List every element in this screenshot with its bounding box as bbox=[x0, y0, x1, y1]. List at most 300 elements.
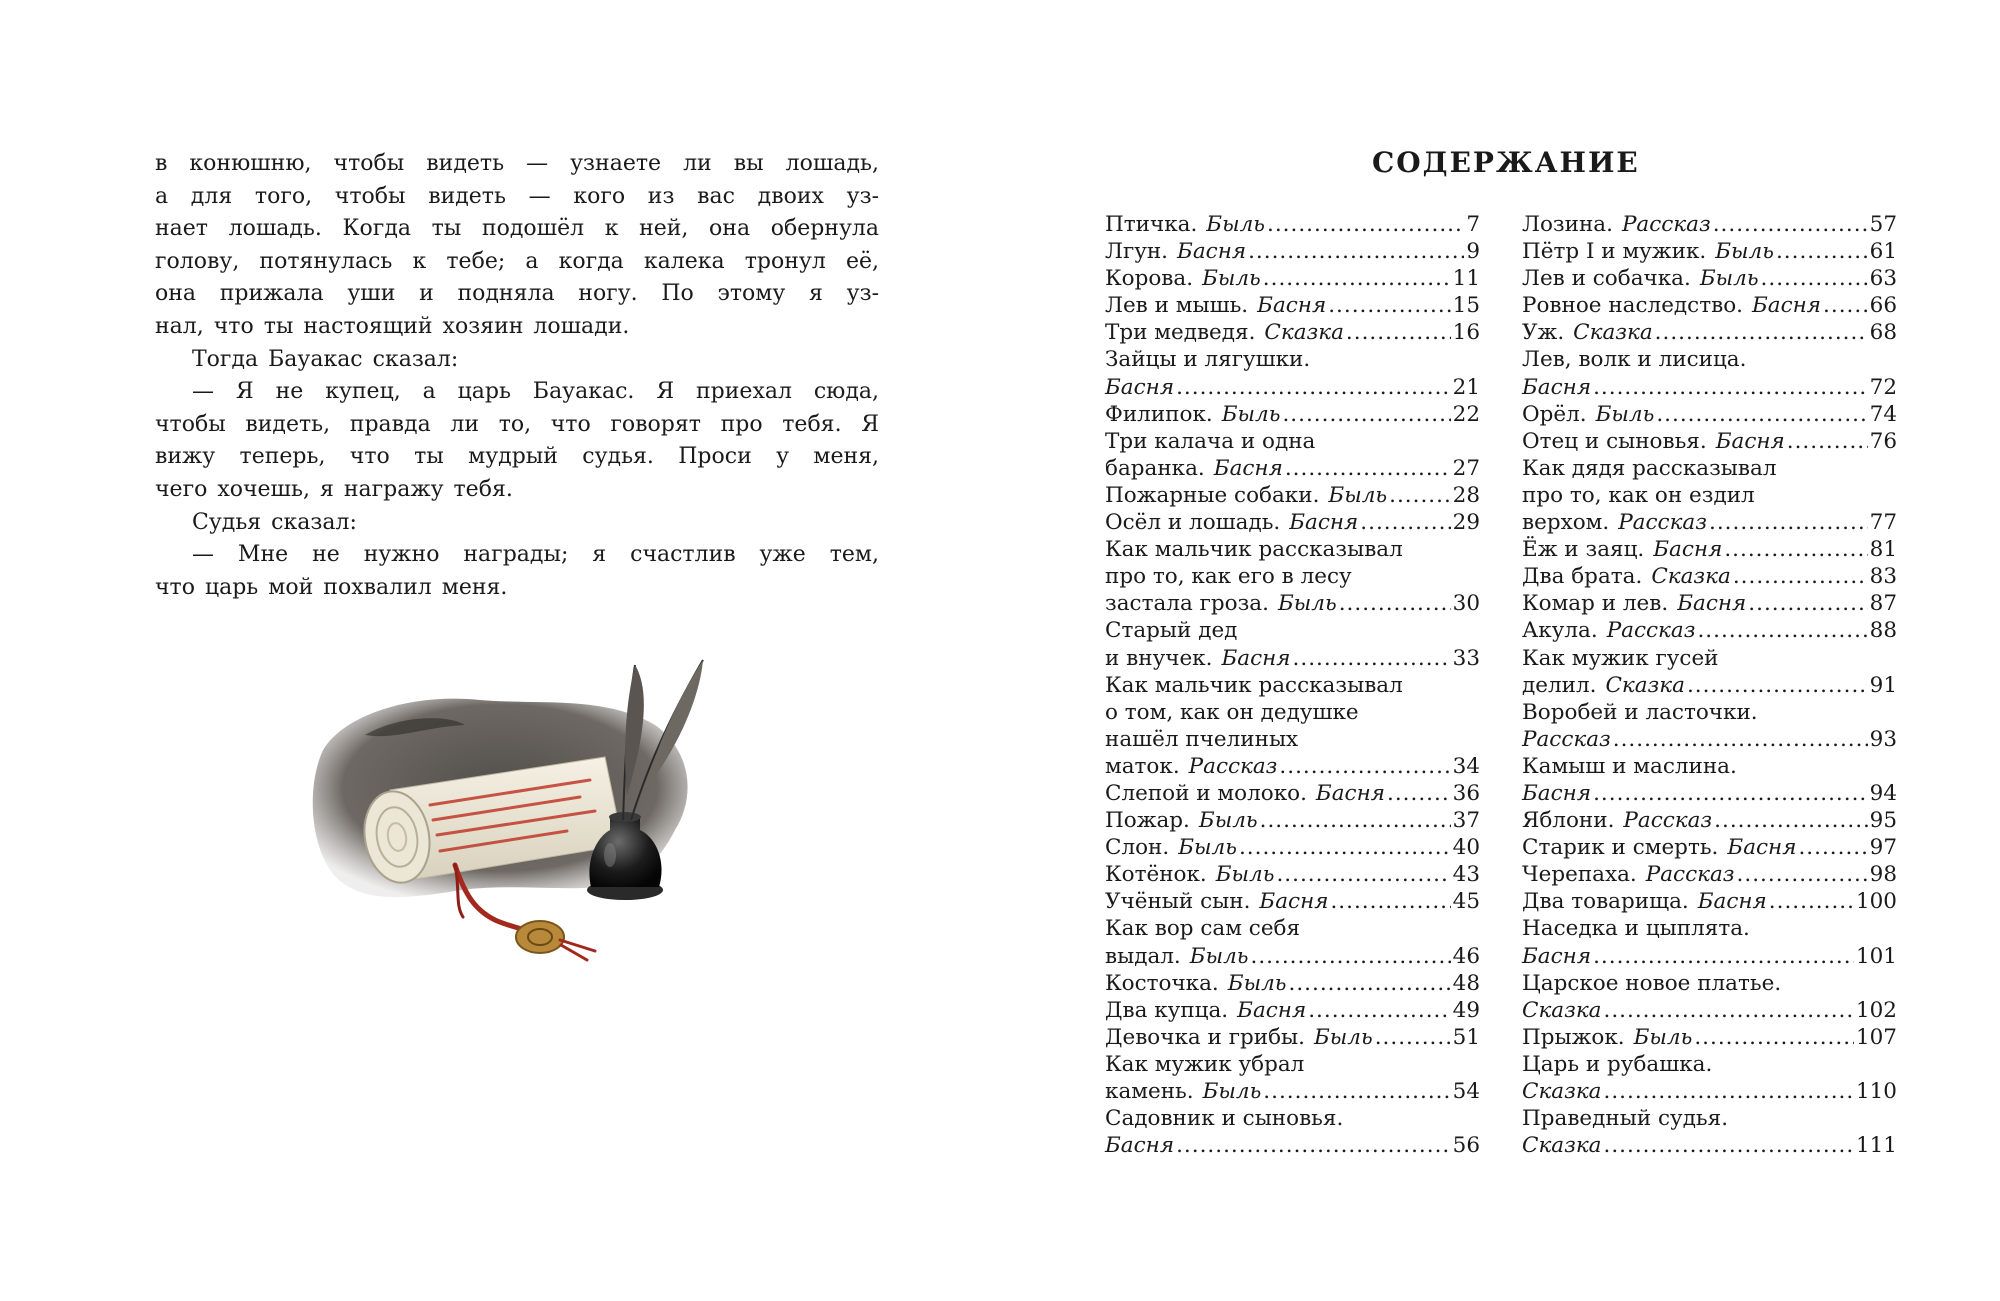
toc-entry-main-line bbox=[1522, 834, 1897, 861]
toc-entry-genre: Сказка bbox=[1573, 320, 1653, 346]
toc-entry-title-line: Наседка и цыплята. bbox=[1522, 916, 1750, 942]
toc-dot-leader bbox=[1748, 590, 1867, 617]
toc-entry-title-line: Зайцы и лягушки. bbox=[1105, 347, 1311, 373]
toc-entry-title: Пётр I и мужик. bbox=[1522, 239, 1707, 265]
toc-entry-page-number: 95 bbox=[1869, 808, 1897, 834]
right-page bbox=[1000, 0, 2000, 1301]
toc-entry-genre: Быль bbox=[1221, 401, 1281, 427]
toc-dot-leader bbox=[1263, 265, 1451, 292]
toc-entry-main-line bbox=[1522, 861, 1897, 888]
toc-dot-leader bbox=[1604, 1078, 1854, 1105]
toc-entry bbox=[1522, 645, 1897, 699]
toc-entry-page-number: 49 bbox=[1452, 997, 1480, 1023]
toc-entry bbox=[1522, 536, 1897, 563]
prose-line: Судья сказал: bbox=[192, 509, 357, 535]
toc-dot-leader bbox=[1761, 265, 1868, 292]
toc-entry bbox=[1105, 319, 1480, 346]
toc-entry-genre: Быль bbox=[1202, 266, 1261, 292]
toc-entry-page-number: 37 bbox=[1452, 808, 1480, 834]
toc-entry-main-line bbox=[1522, 943, 1897, 970]
toc-entry-title-line: Как дядя рассказывал bbox=[1522, 455, 1777, 481]
toc-dot-leader bbox=[1279, 753, 1450, 780]
toc-entry bbox=[1522, 699, 1897, 753]
toc-entry-page-number: 74 bbox=[1869, 401, 1897, 427]
toc-entry-main-line bbox=[1522, 617, 1897, 644]
toc-entry-main-line bbox=[1522, 319, 1897, 346]
toc-entry-title-line: нашёл пчелиных bbox=[1105, 726, 1299, 752]
toc-entry-main-line bbox=[1522, 536, 1897, 563]
toc-entry-genre: Быль bbox=[1313, 1024, 1373, 1050]
toc-entry-genre: Басня bbox=[1259, 889, 1329, 915]
toc-dot-leader bbox=[1713, 211, 1868, 238]
toc-entry-title: Комар и лев. bbox=[1522, 591, 1669, 617]
toc-entry-title: Три медведя. bbox=[1105, 320, 1256, 346]
toc-entry-main-line bbox=[1105, 265, 1480, 292]
toc-dot-leader bbox=[1260, 807, 1451, 834]
prose-line: она прижала уши и подняла ногу. По этому я уз- bbox=[155, 281, 879, 307]
toc-entry bbox=[1105, 1024, 1480, 1051]
toc-dot-leader bbox=[1293, 645, 1451, 672]
toc-entry-page-number: 48 bbox=[1452, 970, 1480, 996]
toc-entry bbox=[1105, 970, 1480, 997]
toc-entry-page-number: 98 bbox=[1869, 862, 1897, 888]
toc-dot-leader bbox=[1694, 1024, 1854, 1051]
toc-entry-page-number: 72 bbox=[1869, 374, 1897, 400]
toc-entry bbox=[1522, 970, 1897, 1024]
toc-entry-main-line bbox=[1105, 211, 1480, 238]
toc-entry-title: и внучек. bbox=[1105, 645, 1213, 671]
toc-entry-page-number: 7 bbox=[1466, 212, 1480, 237]
toc-entry-page-number: 91 bbox=[1869, 672, 1897, 698]
toc-entry-main-line bbox=[1105, 943, 1480, 970]
toc-dot-leader bbox=[1176, 374, 1451, 401]
toc-entry-main-line bbox=[1522, 888, 1897, 915]
toc-title: СОДЕРЖАНИЕ bbox=[1372, 146, 1640, 179]
toc-entry-genre: Сказка bbox=[1522, 1133, 1602, 1159]
toc-entry-page-number: 56 bbox=[1452, 1133, 1480, 1159]
toc-dot-leader bbox=[1798, 834, 1867, 861]
toc-entry bbox=[1105, 265, 1480, 292]
toc-entry-genre: Басня bbox=[1105, 374, 1175, 400]
toc-entry-main-line bbox=[1105, 997, 1480, 1024]
toc-dot-leader bbox=[1769, 888, 1854, 915]
toc-entry bbox=[1522, 428, 1897, 455]
toc-dot-leader bbox=[1733, 563, 1868, 590]
prose-line: в конюшню, чтобы видеть — узнаете ли вы лошадь, bbox=[155, 151, 879, 176]
toc-entry-genre: Басня bbox=[1237, 997, 1307, 1023]
prose-line: — Мне не нужно награды; я счастлив уже тем, bbox=[192, 542, 879, 568]
toc-entry-page-number: 9 bbox=[1466, 239, 1480, 265]
toc-entry-title-line: Садовник и сыновья. bbox=[1105, 1106, 1344, 1132]
toc-entry bbox=[1105, 1105, 1480, 1159]
toc-entry-title-line: про то, как его в лесу bbox=[1105, 564, 1352, 590]
toc-entry-genre: Сказка bbox=[1605, 672, 1685, 698]
toc-entry-main-line bbox=[1522, 509, 1897, 536]
toc-entry-page-number: 100 bbox=[1855, 889, 1897, 915]
toc-entry-title: Слон. bbox=[1105, 835, 1170, 861]
toc-entry-genre: Рассказ bbox=[1188, 753, 1278, 779]
toc-entry bbox=[1105, 401, 1480, 428]
toc-entry bbox=[1522, 915, 1897, 969]
toc-entry bbox=[1105, 238, 1480, 265]
toc-entry-genre: Быль bbox=[1595, 401, 1655, 427]
toc-entry bbox=[1522, 563, 1897, 590]
toc-dot-leader bbox=[1787, 428, 1868, 455]
toc-dot-leader bbox=[1328, 292, 1450, 319]
toc-entry-page-number: 36 bbox=[1452, 780, 1480, 806]
toc-dot-leader bbox=[1375, 1024, 1451, 1051]
toc-entry-main-line bbox=[1105, 645, 1480, 672]
toc-entry-main-line bbox=[1105, 319, 1480, 346]
toc-entry-genre: Быль bbox=[1215, 862, 1275, 888]
toc-entry-title: Ёж и заяц. bbox=[1522, 537, 1645, 563]
toc-entry-main-line bbox=[1105, 238, 1480, 265]
toc-entry-genre: Рассказ bbox=[1618, 510, 1707, 536]
toc-entry-genre: Сказка bbox=[1522, 997, 1602, 1023]
toc-entry-page-number: 28 bbox=[1452, 482, 1480, 508]
toc-entry-genre: Быль bbox=[1206, 212, 1265, 237]
prose-line: чтобы видеть, правда ли то, что говорят про тебя. Я bbox=[155, 411, 879, 437]
toc-dot-leader bbox=[1285, 455, 1451, 482]
toc-entry bbox=[1522, 401, 1897, 428]
toc-entry bbox=[1522, 1024, 1897, 1051]
toc-entry bbox=[1105, 672, 1480, 780]
toc-entry-title-line: Как мальчик рассказывал bbox=[1105, 672, 1403, 698]
toc-dot-leader bbox=[1282, 401, 1450, 428]
toc-entry-title: Косточка. bbox=[1105, 970, 1219, 996]
toc-entry bbox=[1105, 997, 1480, 1024]
toc-dot-leader bbox=[1239, 834, 1451, 861]
toc-entry-page-number: 15 bbox=[1452, 293, 1480, 319]
toc-dot-leader bbox=[1737, 861, 1868, 888]
toc-entry-genre: Басня bbox=[1315, 780, 1385, 806]
toc-entry-main-line bbox=[1105, 807, 1480, 834]
toc-dot-leader bbox=[1655, 319, 1868, 346]
toc-entry-page-number: 51 bbox=[1452, 1024, 1480, 1050]
toc-entry-genre: Быль bbox=[1198, 808, 1258, 834]
toc-entry-genre: Басня bbox=[1289, 510, 1359, 536]
toc-dot-leader bbox=[1593, 374, 1868, 401]
toc-entry-main-line bbox=[1522, 1024, 1897, 1051]
toc-entry-title: Черепаха. bbox=[1522, 862, 1637, 888]
toc-entry-title-line: Как мальчик рассказывал bbox=[1105, 537, 1403, 563]
toc-entry-page-number: 54 bbox=[1452, 1079, 1480, 1104]
toc-entry bbox=[1522, 292, 1897, 319]
toc-entry bbox=[1522, 1105, 1897, 1159]
toc-entry-title: верхом. bbox=[1522, 510, 1610, 536]
toc-dot-leader bbox=[1709, 509, 1868, 536]
toc-dot-leader bbox=[1250, 943, 1450, 970]
toc-entry bbox=[1522, 834, 1897, 861]
prose-line: а для того, чтобы видеть — кого из вас двоих уз- bbox=[155, 183, 879, 209]
toc-dot-leader bbox=[1360, 509, 1450, 536]
toc-entry-main-line bbox=[1522, 672, 1897, 699]
toc-column-2 bbox=[1522, 211, 1897, 1159]
toc-entry-main-line bbox=[1522, 1078, 1897, 1105]
toc-entry bbox=[1105, 428, 1480, 482]
toc-dot-leader bbox=[1776, 238, 1868, 265]
toc-entry bbox=[1105, 617, 1480, 671]
toc-dot-leader bbox=[1604, 997, 1854, 1024]
toc-entry bbox=[1522, 617, 1897, 644]
toc-entry-title-line: Камыш и маслина. bbox=[1522, 753, 1737, 779]
toc-entry-genre: Басня bbox=[1522, 943, 1592, 969]
toc-entry-title: Осёл и лошадь. bbox=[1105, 510, 1281, 536]
toc-entry-genre: Рассказ bbox=[1623, 808, 1713, 834]
toc-entry bbox=[1105, 292, 1480, 319]
toc-dot-leader bbox=[1339, 590, 1451, 617]
toc-entry bbox=[1105, 861, 1480, 888]
toc-entry bbox=[1522, 238, 1897, 265]
toc-dot-leader bbox=[1276, 861, 1450, 888]
toc-entry-title: Учёный сын. bbox=[1105, 889, 1251, 915]
toc-entry-page-number: 102 bbox=[1855, 997, 1897, 1023]
toc-entry-page-number: 43 bbox=[1452, 862, 1480, 888]
toc-entry-genre: Басня bbox=[1257, 293, 1327, 319]
toc-entry-genre: Быль bbox=[1328, 482, 1388, 508]
toc-entry-main-line bbox=[1105, 1132, 1480, 1159]
toc-entry-title: Прыжок. bbox=[1522, 1024, 1625, 1050]
toc-entry-page-number: 30 bbox=[1452, 591, 1480, 617]
toc-entry-title: Ровное наследство. bbox=[1522, 293, 1743, 319]
toc-entry-title-line: про то, как он ездил bbox=[1522, 482, 1755, 508]
toc-entry bbox=[1522, 753, 1897, 807]
toc-entry-main-line bbox=[1105, 834, 1480, 861]
toc-column-1 bbox=[1105, 211, 1480, 1159]
toc-entry bbox=[1105, 346, 1480, 400]
toc-dot-leader bbox=[1330, 888, 1450, 915]
toc-entry bbox=[1522, 1051, 1897, 1105]
toc-entry-genre: Быль bbox=[1715, 239, 1774, 265]
prose-line: что царь мой похвалил меня. bbox=[155, 574, 508, 600]
toc-entry bbox=[1105, 1051, 1480, 1105]
toc-entry-main-line bbox=[1522, 428, 1897, 455]
toc-entry-main-line bbox=[1105, 780, 1480, 807]
toc-entry-page-number: 45 bbox=[1452, 889, 1480, 915]
toc-dot-leader bbox=[1263, 1078, 1450, 1105]
toc-entry-title: Слепой и молоко. bbox=[1105, 780, 1307, 806]
toc-entry-title-line: Царское новое платье. bbox=[1522, 970, 1782, 996]
toc-entry-main-line bbox=[1105, 590, 1480, 617]
toc-entry-main-line bbox=[1105, 753, 1480, 780]
toc-entry bbox=[1522, 888, 1897, 915]
prose-line: вижу теперь, что ты мудрый судья. Проси у меня, bbox=[155, 444, 879, 470]
toc-entry-genre: Басня bbox=[1522, 374, 1592, 400]
toc-entry-title-line: Как мужик гусей bbox=[1522, 645, 1719, 671]
toc-entry-page-number: 57 bbox=[1869, 212, 1897, 237]
toc-entry-title: Лгун. bbox=[1105, 239, 1169, 265]
toc-entry-title: Филипок. bbox=[1105, 401, 1213, 427]
toc-entry-main-line bbox=[1105, 888, 1480, 915]
toc-entry bbox=[1522, 590, 1897, 617]
toc-entry-page-number: 77 bbox=[1869, 510, 1897, 536]
toc-entry-title: маток. bbox=[1105, 753, 1180, 779]
prose-line: нал, что ты настоящий хозяин лошади. bbox=[155, 313, 630, 339]
toc-entry-page-number: 11 bbox=[1452, 266, 1480, 292]
toc-entry bbox=[1105, 211, 1480, 238]
toc-entry-genre: Сказка bbox=[1522, 1079, 1602, 1104]
toc-entry-main-line bbox=[1105, 1024, 1480, 1051]
toc-entry-page-number: 16 bbox=[1452, 320, 1480, 346]
toc-entry-title: Яблони. bbox=[1522, 808, 1615, 834]
story-text bbox=[155, 148, 879, 604]
prose-line: чего хочешь, я награжу тебя. bbox=[155, 476, 513, 502]
toc-entry-title: Пожар. bbox=[1105, 808, 1190, 834]
toc-entry-page-number: 111 bbox=[1855, 1133, 1897, 1159]
toc-entry-page-number: 101 bbox=[1855, 943, 1897, 969]
toc-entry-title: Старик и смерть. bbox=[1522, 835, 1719, 861]
toc-entry-page-number: 34 bbox=[1452, 753, 1480, 779]
toc-dot-leader bbox=[1289, 970, 1451, 997]
toc-entry-title: баранка. bbox=[1105, 455, 1205, 481]
toc-entry-title: Уж. bbox=[1522, 320, 1565, 346]
toc-dot-leader bbox=[1389, 482, 1451, 509]
toc-entry-main-line bbox=[1105, 455, 1480, 482]
toc-entry-page-number: 87 bbox=[1869, 591, 1897, 617]
toc-entry-main-line bbox=[1522, 1132, 1897, 1159]
toc-entry bbox=[1522, 861, 1897, 888]
toc-entry bbox=[1105, 807, 1480, 834]
toc-entry-page-number: 27 bbox=[1452, 455, 1480, 481]
toc-entry-main-line bbox=[1522, 997, 1897, 1024]
toc-dot-leader bbox=[1387, 780, 1451, 807]
toc-entry-genre: Рассказ bbox=[1645, 862, 1735, 888]
toc-entry-main-line bbox=[1522, 780, 1897, 807]
toc-dot-leader bbox=[1308, 997, 1450, 1024]
toc-entry-main-line bbox=[1105, 1078, 1480, 1105]
toc-entry-page-number: 66 bbox=[1869, 293, 1897, 319]
toc-entry-genre: Рассказ bbox=[1522, 726, 1611, 752]
toc-entry-genre: Басня bbox=[1522, 780, 1592, 806]
toc-entry-main-line bbox=[1105, 292, 1480, 319]
toc-entry-page-number: 93 bbox=[1869, 726, 1897, 752]
toc-entry-main-line bbox=[1105, 970, 1480, 997]
toc-entry-title: Лев и собачка. bbox=[1522, 266, 1691, 292]
toc-entry-title: Отец и сыновья. bbox=[1522, 428, 1707, 454]
toc-entry-title-line: о том, как он дедушке bbox=[1105, 699, 1359, 725]
toc-entry-title: выдал. bbox=[1105, 943, 1181, 969]
prose-line: голову, потянулась к тебе; а когда калека тронул её, bbox=[155, 248, 879, 274]
toc-entry bbox=[1105, 509, 1480, 536]
toc-entry bbox=[1105, 536, 1480, 617]
toc-entry-genre: Басня bbox=[1715, 428, 1785, 454]
toc-entry-genre: Быль bbox=[1633, 1024, 1693, 1050]
toc-entry-title-line: Царь и рубашка. bbox=[1522, 1051, 1713, 1077]
toc-dot-leader bbox=[1687, 672, 1868, 699]
scroll-inkwell-illustration bbox=[305, 655, 725, 975]
toc-dot-leader bbox=[1593, 943, 1854, 970]
toc-entry-main-line bbox=[1522, 265, 1897, 292]
toc-entry-page-number: 40 bbox=[1452, 835, 1480, 861]
toc-entry-genre: Басня bbox=[1221, 645, 1291, 671]
toc-entry-genre: Басня bbox=[1105, 1133, 1175, 1159]
prose-line: Тогда Бауакас сказал: bbox=[192, 346, 459, 372]
toc-entry-title: Корова. bbox=[1105, 266, 1194, 292]
toc-entry-title: Лозина. bbox=[1522, 212, 1613, 237]
toc-entry-genre: Быль bbox=[1699, 266, 1759, 292]
toc-entry-main-line bbox=[1522, 292, 1897, 319]
toc-entry-page-number: 81 bbox=[1869, 537, 1897, 563]
toc-entry-main-line bbox=[1522, 401, 1897, 428]
toc-entry-main-line bbox=[1105, 861, 1480, 888]
toc-entry bbox=[1522, 455, 1897, 536]
toc-entry-page-number: 21 bbox=[1452, 374, 1480, 400]
toc-entry bbox=[1105, 482, 1480, 509]
toc-entry-main-line bbox=[1522, 590, 1897, 617]
toc-entry-title-line: Как вор сам себя bbox=[1105, 916, 1301, 942]
toc-entry-genre: Сказка bbox=[1651, 564, 1731, 590]
toc-entry-page-number: 33 bbox=[1452, 645, 1480, 671]
toc-entry-title: Два брата. bbox=[1522, 564, 1643, 590]
toc-entry-page-number: 68 bbox=[1869, 320, 1897, 346]
toc-entry-page-number: 94 bbox=[1869, 780, 1897, 806]
toc-entry-title: Два товарища. bbox=[1522, 889, 1689, 915]
toc-entry-genre: Басня bbox=[1177, 239, 1247, 265]
toc-dot-leader bbox=[1697, 617, 1867, 644]
prose-line: нает лошадь. Когда ты подошёл к ней, она обернула bbox=[155, 216, 879, 242]
toc-entry-title-line: Как мужик убрал bbox=[1105, 1051, 1305, 1077]
toc-entry-page-number: 29 bbox=[1452, 510, 1480, 536]
toc-entry-page-number: 107 bbox=[1855, 1024, 1897, 1050]
prose-line: — Я не купец, а царь Бауакас. Я приехал сюда, bbox=[192, 379, 879, 405]
toc-entry-title: Акула. bbox=[1522, 618, 1598, 644]
toc-entry-genre: Басня bbox=[1653, 537, 1723, 563]
toc-entry-title: камень. bbox=[1105, 1079, 1194, 1104]
toc-dot-leader bbox=[1613, 726, 1868, 753]
toc-entry-genre: Басня bbox=[1677, 591, 1747, 617]
toc-entry-title: Котёнок. bbox=[1105, 862, 1207, 888]
toc-entry-page-number: 61 bbox=[1869, 239, 1897, 265]
toc-entry-page-number: 46 bbox=[1452, 943, 1480, 969]
toc-entry-main-line bbox=[1105, 401, 1480, 428]
toc-entry-main-line bbox=[1105, 509, 1480, 536]
toc-entry-title: делил. bbox=[1522, 672, 1597, 698]
toc-dot-leader bbox=[1267, 211, 1464, 238]
toc-entry-genre: Сказка bbox=[1264, 320, 1344, 346]
toc-entry-genre: Басня bbox=[1213, 455, 1283, 481]
toc-entry bbox=[1105, 915, 1480, 969]
toc-entry-genre: Рассказ bbox=[1621, 212, 1711, 237]
toc-entry-title-line: Старый дед bbox=[1105, 618, 1238, 644]
toc-entry-page-number: 63 bbox=[1869, 266, 1897, 292]
toc-entry-genre: Басня bbox=[1751, 293, 1822, 319]
toc-entry-genre: Быль bbox=[1227, 970, 1287, 996]
toc-dot-leader bbox=[1248, 238, 1464, 265]
toc-entry-title: Девочка и грибы. bbox=[1105, 1024, 1305, 1050]
toc-entry-page-number: 22 bbox=[1452, 401, 1480, 427]
toc-entry bbox=[1105, 888, 1480, 915]
toc-entry-main-line bbox=[1105, 482, 1480, 509]
toc-entry-main-line bbox=[1522, 807, 1897, 834]
toc-entry-title-line: Три калача и одна bbox=[1105, 428, 1316, 454]
toc-entry-title: Два купца. bbox=[1105, 997, 1229, 1023]
toc-entry bbox=[1522, 265, 1897, 292]
toc-entry bbox=[1522, 346, 1897, 400]
toc-entry-title: Пожарные собаки. bbox=[1105, 482, 1320, 508]
toc-entry-genre: Басня bbox=[1727, 835, 1797, 861]
toc-entry-main-line bbox=[1522, 726, 1897, 753]
toc-entry-main-line bbox=[1522, 238, 1897, 265]
toc-entry-main-line bbox=[1522, 374, 1897, 401]
toc-entry-genre: Быль bbox=[1202, 1079, 1262, 1104]
toc-entry-title: Лев и мышь. bbox=[1105, 293, 1249, 319]
toc-entry-main-line bbox=[1522, 211, 1897, 238]
toc-entry-page-number: 83 bbox=[1869, 564, 1897, 590]
toc-entry-title-line: Лев, волк и лисица. bbox=[1522, 347, 1747, 373]
toc-entry-title-line: Праведный судья. bbox=[1522, 1106, 1729, 1132]
toc-entry bbox=[1522, 807, 1897, 834]
toc-entry-title: Птичка. bbox=[1105, 212, 1198, 237]
